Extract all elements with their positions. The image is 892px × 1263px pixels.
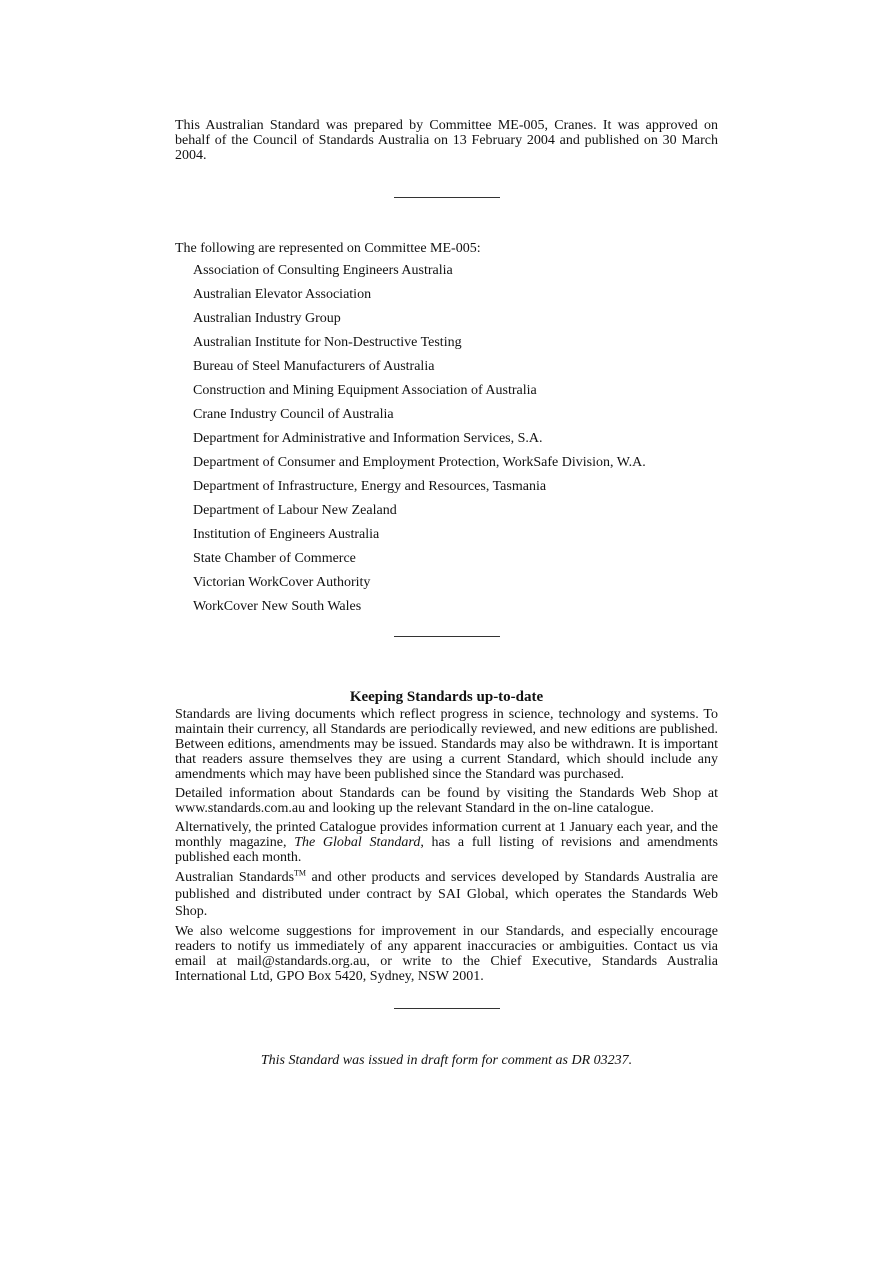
body-paragraph: Detailed information about Standards can be found by visiting the Standards Web Shop at www.standards.com.au and looking up the relevant Standard in the on-line catalogue. — [175, 786, 718, 816]
intro-paragraph: This Australian Standard was prepared by Committee ME-005, Cranes. It was approved on behalf of the Council of Standards Australia on 13 February 2004 and published on 30 March 2004. — [175, 118, 718, 163]
paragraph-text: Alternatively, the printed Catalogue provides information current at 1 January each year, and the monthly magazine, — [175, 820, 718, 850]
body-paragraph: Standards are living documents which reflect progress in science, technology and systems. To maintain their currency, all Standards are periodically reviewed, and new editions are published. Between editions, amendments may be issued. Standards may also be withdrawn. It is important that readers assure themselves they are using a current Standard, which should include any amendments which may have been published since the Standard was purchased. — [175, 707, 718, 782]
draft-note: This Standard was issued in draft form for comment as DR 03237. — [260, 1053, 633, 1068]
committee-member-list — [175, 263, 718, 615]
committee-member: Construction and Mining Equipment Association of Australia — [193, 383, 537, 398]
body-paragraph — [175, 869, 718, 920]
committee-member: Department of Labour New Zealand — [193, 503, 397, 518]
committee-member: Association of Consulting Engineers Australia — [193, 263, 453, 278]
committee-member: Bureau of Steel Manufacturers of Australia — [193, 359, 435, 374]
committee-member: WorkCover New South Wales — [193, 599, 362, 614]
body-paragraph — [175, 820, 718, 865]
committee-member: Australian Industry Group — [193, 311, 341, 326]
committee-member: Institution of Engineers Australia — [193, 527, 380, 542]
committee-member: Crane Industry Council of Australia — [193, 407, 394, 422]
committee-member: Department of Consumer and Employment Protection, WorkSafe Division, W.A. — [193, 455, 646, 470]
paragraph-text: Australian Standards — [175, 870, 295, 885]
committee-intro: The following are represented on Committee ME-005: — [175, 241, 481, 256]
body-paragraph: We also welcome suggestions for improvement in our Standards, and especially encourage readers to notify us immediately of any apparent inaccuracies or ambiguities. Contact us via email at mail@standards.org.au, or write to the Chief Executive, Standards Australia International Ltd, GPO Box 5420, Sydney, NSW 2001. — [175, 924, 718, 984]
publication-title: The Global Standard — [294, 835, 421, 850]
committee-member: Victorian WorkCover Authority — [193, 575, 371, 590]
committee-member: Australian Institute for Non-Destructive Testing — [193, 335, 462, 350]
section-heading: Keeping Standards up-to-date — [349, 689, 544, 705]
committee-member: Department for Administrative and Information Services, S.A. — [193, 431, 543, 446]
section-divider — [394, 1008, 500, 1009]
paragraph-text: , has a full listing of revisions and amendments published each month. — [175, 835, 718, 865]
committee-member: Australian Elevator Association — [193, 287, 372, 302]
committee-member: State Chamber of Commerce — [193, 551, 356, 566]
committee-member: Department of Infrastructure, Energy and Resources, Tasmania — [193, 479, 547, 494]
section-divider — [394, 636, 500, 637]
document-page — [175, 118, 718, 1069]
paragraph-text: and other products and services developed by Standards Australia are published and distributed under contract by SAI Global, which operates the Standards Web Shop. — [175, 870, 718, 919]
trademark-symbol: TM — [294, 868, 307, 878]
section-divider — [394, 197, 500, 198]
